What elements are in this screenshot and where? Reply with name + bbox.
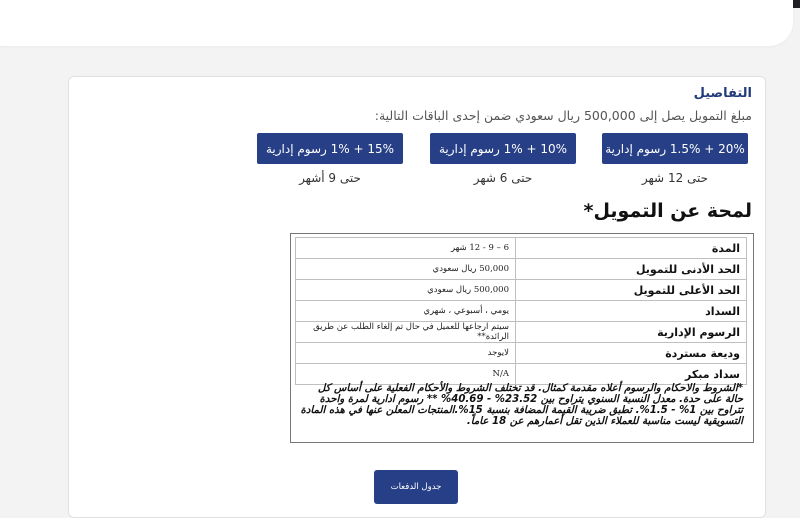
package-button-9-months[interactable]: 15% + 1% رسوم إدارية	[257, 133, 403, 164]
row-value-early-repayment: N/A	[296, 364, 516, 385]
row-label-admin-fees: الرسوم الإدارية	[516, 322, 747, 343]
table-row	[296, 238, 747, 259]
row-label-max-financing: الحد الأعلى للتمويل	[516, 280, 747, 301]
header-card	[0, 0, 793, 46]
row-value-admin-fees: سيتم ارجاعها للعميل في حال تم إلغاء الطلب عن طريق الرائدة**	[296, 322, 516, 343]
row-value-max-financing: 500,000 ريال سعودي	[296, 280, 516, 301]
row-value-duration: 6 – 9 - 12 شهر	[296, 238, 516, 259]
table-row	[296, 364, 747, 385]
row-label-repayment: السداد	[516, 301, 747, 322]
package-button-12-months[interactable]: 20% + 1.5% رسوم إدارية	[602, 133, 748, 164]
package-button-6-months[interactable]: 10% + 1% رسوم إدارية	[430, 133, 576, 164]
row-label-early-repayment: سداد مبكر	[516, 364, 747, 385]
row-value-repayment: يومي ، أسبوعي ، شهري	[296, 301, 516, 322]
overview-table	[295, 237, 747, 385]
row-value-min-financing: 50,000 ريال سعودي	[296, 259, 516, 280]
table-row	[296, 301, 747, 322]
row-label-duration: المدة	[516, 238, 747, 259]
section-title: التفاصيل	[693, 86, 752, 101]
overview-table-box	[290, 233, 754, 443]
table-row	[296, 343, 747, 364]
package-caption-6-months: حتى 6 شهر	[473, 171, 533, 185]
terms-notes: *الشروط والاحكام والرسوم أعلاه مقدمة كمثال. قد تختلف الشروط والأحكام الفعلية على أساس كل حالة على حدة. معدل النسبة السنوي يتراوح بين 23.52% - 40.69% ** رسوم ادارية لمرة واحدة تتراوح بين 1% - 1.5%. تطبق ضريبة القيمة المضافة بنسبة 15%.المنتجات المعلن عنها في هذه المادة التسويقية ليست مناسبة للعملاء الذين تقل أعمارهم عن 18 عاماً.	[300, 383, 743, 427]
row-label-min-financing: الحد الأدنى للتمويل	[516, 259, 747, 280]
payment-schedule-button[interactable]: جدول الدفعات	[374, 470, 458, 504]
package-caption-12-months: حتى 12 شهر	[641, 171, 709, 185]
row-value-refundable-deposit: لايوجد	[296, 343, 516, 364]
financing-intro-text: مبلغ التمويل يصل إلى 500,000 ريال سعودي ضمن إحدى الباقات التالية:	[374, 108, 752, 123]
table-row	[296, 280, 747, 301]
table-row	[296, 322, 747, 343]
overview-title: لمحة عن التمويل*	[583, 200, 752, 222]
package-caption-9-months: حتى 9 أشهر	[299, 171, 361, 185]
row-label-refundable-deposit: وديعة مستردة	[516, 343, 747, 364]
table-row	[296, 259, 747, 280]
